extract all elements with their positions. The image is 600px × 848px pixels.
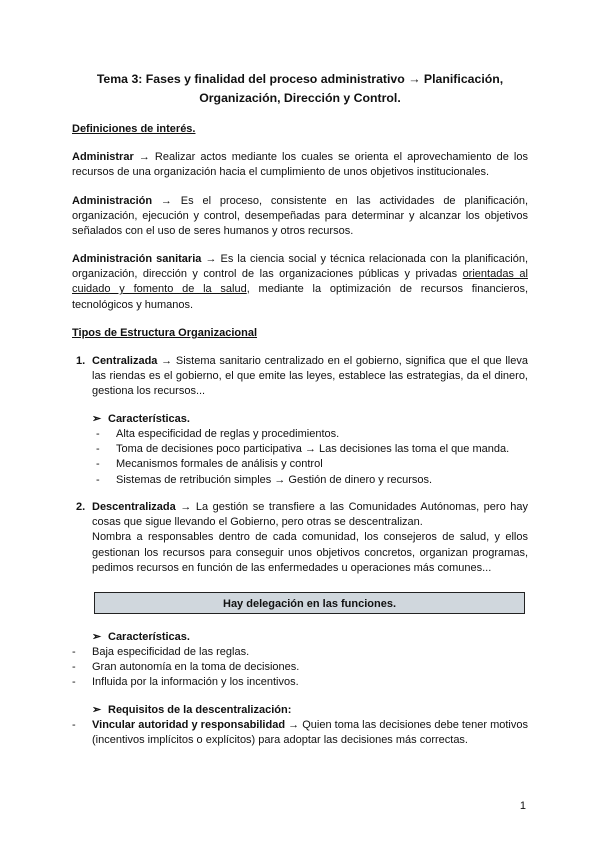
centralizada-characteristics-heading: ➢ Características. <box>92 412 190 427</box>
list-item: - Toma de decisiones poco participativa → Las decisiones las toma el que manda. <box>96 443 510 456</box>
list-item-descentralizada <box>72 500 528 576</box>
centralizada-term: Centralizada <box>92 355 158 367</box>
definition-text-end: , mediante la optimización de recursos financieros, tecnológicos y humanos. <box>72 283 528 311</box>
definition-term: Administración sanitaria <box>72 253 202 265</box>
descentralizada-characteristics-heading: ➢ Características. <box>92 630 190 645</box>
definition-text: → Es la ciencia social y técnica relacionada con la planificación, organización, dirección y control de las organizaciones públicas y privadas <box>72 253 529 281</box>
list-item-centralizada <box>72 354 528 400</box>
list-item: - Vincular autoridad y responsabilidad → Quien toma las decisiones debe tener motivos (incentivos implícitos o explícitos) para adoptar las decisiones más correctas. <box>72 719 528 747</box>
definition-administracion-sanitaria <box>72 252 528 313</box>
descentralizada-text: → La gestión se transfiere a las Comunidades Autónomas, pero hay cosas que sigue llevando el Gobierno, pero otras se descentralizan. <box>92 501 528 529</box>
requirements-list <box>72 718 528 748</box>
definition-underlined-text: orientadas al cuidado y fomento de la salud <box>72 268 528 296</box>
list-item: - Influida por la información y los incentivos. <box>72 676 299 689</box>
list-item: - Sistemas de retribución simples → Gestión de dinero y recursos. <box>96 473 433 486</box>
descentralizada-text-2: Nombra a responsables dentro de cada comunidad, los consejeros de salud, y ellos gestionan los recursos para conseguir unos objetivos concretos, organizan programas, pedimos recursos en función de las enfermedades u operaciones más comunes... <box>92 531 528 574</box>
definitions-heading: Definiciones de interés. <box>72 123 196 135</box>
list-item: - Alta especificidad de reglas y procedimientos. <box>96 428 340 440</box>
definition-text: → Realizar actos mediante los cuales se orienta el aprovechamiento de los recursos de una organización hacia el cumplimiento de unos objetivos institucionales. <box>72 151 528 179</box>
structure-heading: Tipos de Estructura Organizacional <box>72 327 258 339</box>
definition-administracion <box>72 194 528 240</box>
descentralizada-characteristics-list <box>72 645 528 691</box>
list-item: - Baja especificidad de las reglas. <box>72 646 250 658</box>
list-number: 1. <box>76 355 86 367</box>
arrow-bullet-icon: ➢ <box>92 413 102 425</box>
delegation-box: Hay delegación en las funciones. <box>94 592 525 614</box>
page-number: 1 <box>519 800 526 812</box>
definition-text: → Es el proceso, consistente en las actividades de planificación, organización, ejecución y control, desempeñadas para determinar y alcanzar los objetivos señalados con el uso de seres humanos y otros recursos. <box>72 195 528 238</box>
definition-administrar <box>72 150 528 180</box>
list-item: - Mecanismos formales de análisis y control <box>96 458 323 471</box>
centralizada-characteristics-list <box>96 427 526 488</box>
arrow-bullet-icon: ➢ <box>92 631 102 643</box>
arrow-bullet-icon: ➢ <box>92 704 102 716</box>
list-item: - Gran autonomía en la toma de decisiones. <box>72 661 300 674</box>
definition-term: Administrar <box>72 151 134 163</box>
descentralizada-term: Descentralizada <box>92 501 176 513</box>
page-title: Tema 3: Fases y finalidad del proceso administrativo → Planificación, Organización, Dirección y Control. <box>96 72 504 105</box>
centralizada-text: → Sistema sanitario centralizado en el gobierno, significa que el que lleva las riendas es el gobierno, el que emite las leyes, establece las estrategias, da el dinero, gestiona los recursos... <box>92 355 528 398</box>
list-number: 2. <box>76 501 86 513</box>
definition-term: Administración <box>72 195 153 207</box>
requirements-heading: ➢ Requisitos de la descentralización: <box>92 703 291 718</box>
